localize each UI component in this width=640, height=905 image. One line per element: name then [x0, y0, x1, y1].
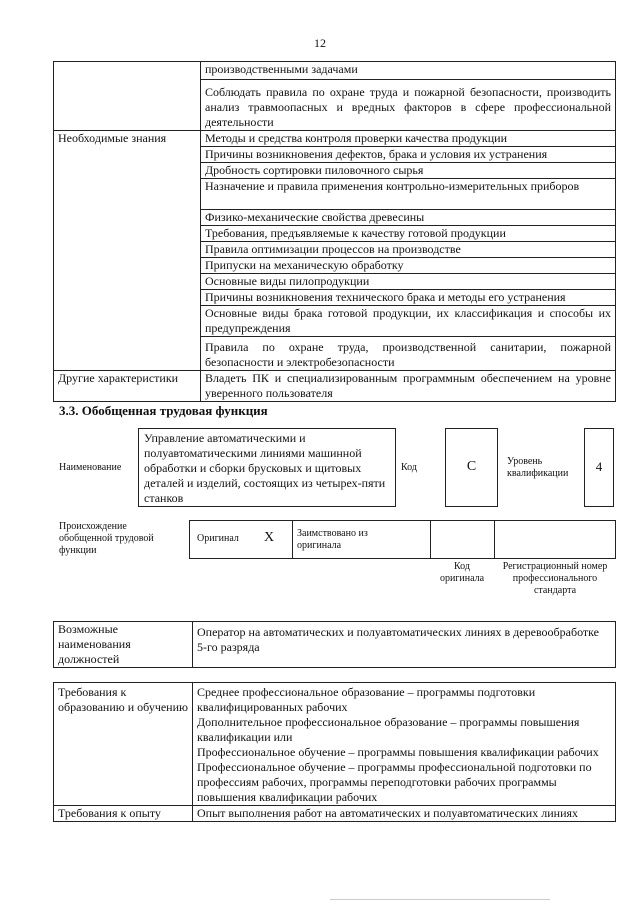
- scan-artifact-line: [330, 899, 550, 900]
- knowledge-item: Методы и средства контроля проверки качества продукции: [201, 131, 616, 147]
- reg-number-caption: Регистрационный номер профессионального стандарта: [502, 561, 608, 596]
- positions-table: [53, 621, 616, 668]
- function-name: Управление автоматическими и полуавтоматическими линиями машинной обработки и сборки брусковых и щитовых деталей и изделий, состоящих из четырех-пяти станков: [144, 431, 386, 505]
- knowledge-item: Основные виды брака готовой продукции, их классификация и способы их предупреждения: [201, 306, 616, 337]
- divider: [430, 520, 431, 559]
- name-label: Наименование: [59, 462, 122, 473]
- other-value: Владеть ПК и специализированным программным обеспечением на уровне уверенного пользователя: [201, 371, 616, 402]
- education-item: Дополнительное профессиональное образование – программы повышения квалификации или: [197, 715, 580, 744]
- knowledge-item: Требования, предъявляемые к качеству готовой продукции: [201, 226, 616, 242]
- skill-cell: Соблюдать правила по охране труда и пожарной безопасности, производить анализ травмоопасных и вредных факторов в сфере профессиональной деятельности: [201, 80, 616, 131]
- level-label: Уровень квалификации: [507, 456, 569, 479]
- education-item: Профессиональное обучение – программы профессиональной подготовки по профессиям рабочих, программы переподготовки рабочих программы повышения квалификации рабочих: [197, 760, 592, 804]
- table-row: [54, 622, 616, 668]
- knowledge-item: Дробность сортировки пиловочного сырья: [201, 163, 616, 179]
- original-mark: X: [264, 530, 275, 545]
- table-row: [54, 806, 616, 822]
- knowledge-label: Необходимые знания: [54, 131, 201, 371]
- knowledge-item: Назначение и правила применения контрольно-измерительных приборов: [201, 179, 616, 210]
- knowledge-item: Правила оптимизации процессов на производстве: [201, 242, 616, 258]
- section-title: 3.3. Обобщенная трудовая функция: [59, 403, 268, 418]
- knowledge-item: Припуски на механическую обработку: [201, 258, 616, 274]
- table-row: [54, 62, 616, 80]
- experience-label: Требования к опыту: [54, 806, 193, 822]
- knowledge-table: [53, 61, 616, 402]
- other-label: Другие характеристики: [54, 371, 201, 402]
- education-values: [193, 683, 616, 806]
- code-label: Код: [401, 462, 417, 473]
- level-value: 4: [595, 459, 603, 474]
- empty-label-cell: [54, 62, 201, 131]
- skill-cell: производственными задачами: [201, 62, 616, 80]
- code-original-caption: Код оригинала: [439, 561, 485, 584]
- positions-label: Возможные наименования должностей: [54, 622, 193, 668]
- page-number: 12: [314, 36, 326, 50]
- code-value: C: [466, 459, 477, 474]
- knowledge-item: Правила по охране труда, производственной санитарии, пожарной безопасности и электробезопасности: [201, 337, 616, 371]
- positions-value: Оператор на автоматических и полуавтоматических линиях в деревообработке 5-го разряда: [193, 622, 616, 668]
- table-row: [54, 683, 616, 806]
- knowledge-item: Причины возникновения технического брака и методы его устранения: [201, 290, 616, 306]
- education-label: Требования к образованию и обучению: [54, 683, 193, 806]
- knowledge-item: Причины возникновения дефектов, брака и условия их устранения: [201, 147, 616, 163]
- borrowed-label: Заимствовано из оригинала: [297, 528, 368, 551]
- experience-value: Опыт выполнения работ на автоматических и полуавтоматических линиях: [193, 806, 616, 822]
- origin-label: Происхождение обобщенной трудовой функции: [59, 521, 154, 556]
- original-label: Оригинал: [197, 533, 239, 544]
- requirements-table: [53, 682, 616, 822]
- education-item: Профессиональное обучение – программы повышения квалификации рабочих: [197, 745, 599, 759]
- divider: [292, 520, 293, 559]
- education-item: Среднее профессиональное образование – программы подготовки квалифицированных рабочих: [197, 685, 536, 714]
- knowledge-item: Основные виды пилопродукции: [201, 274, 616, 290]
- table-row: [54, 131, 616, 147]
- table-row: [54, 371, 616, 402]
- knowledge-item: Физико-механические свойства древесины: [201, 210, 616, 226]
- divider: [494, 520, 495, 559]
